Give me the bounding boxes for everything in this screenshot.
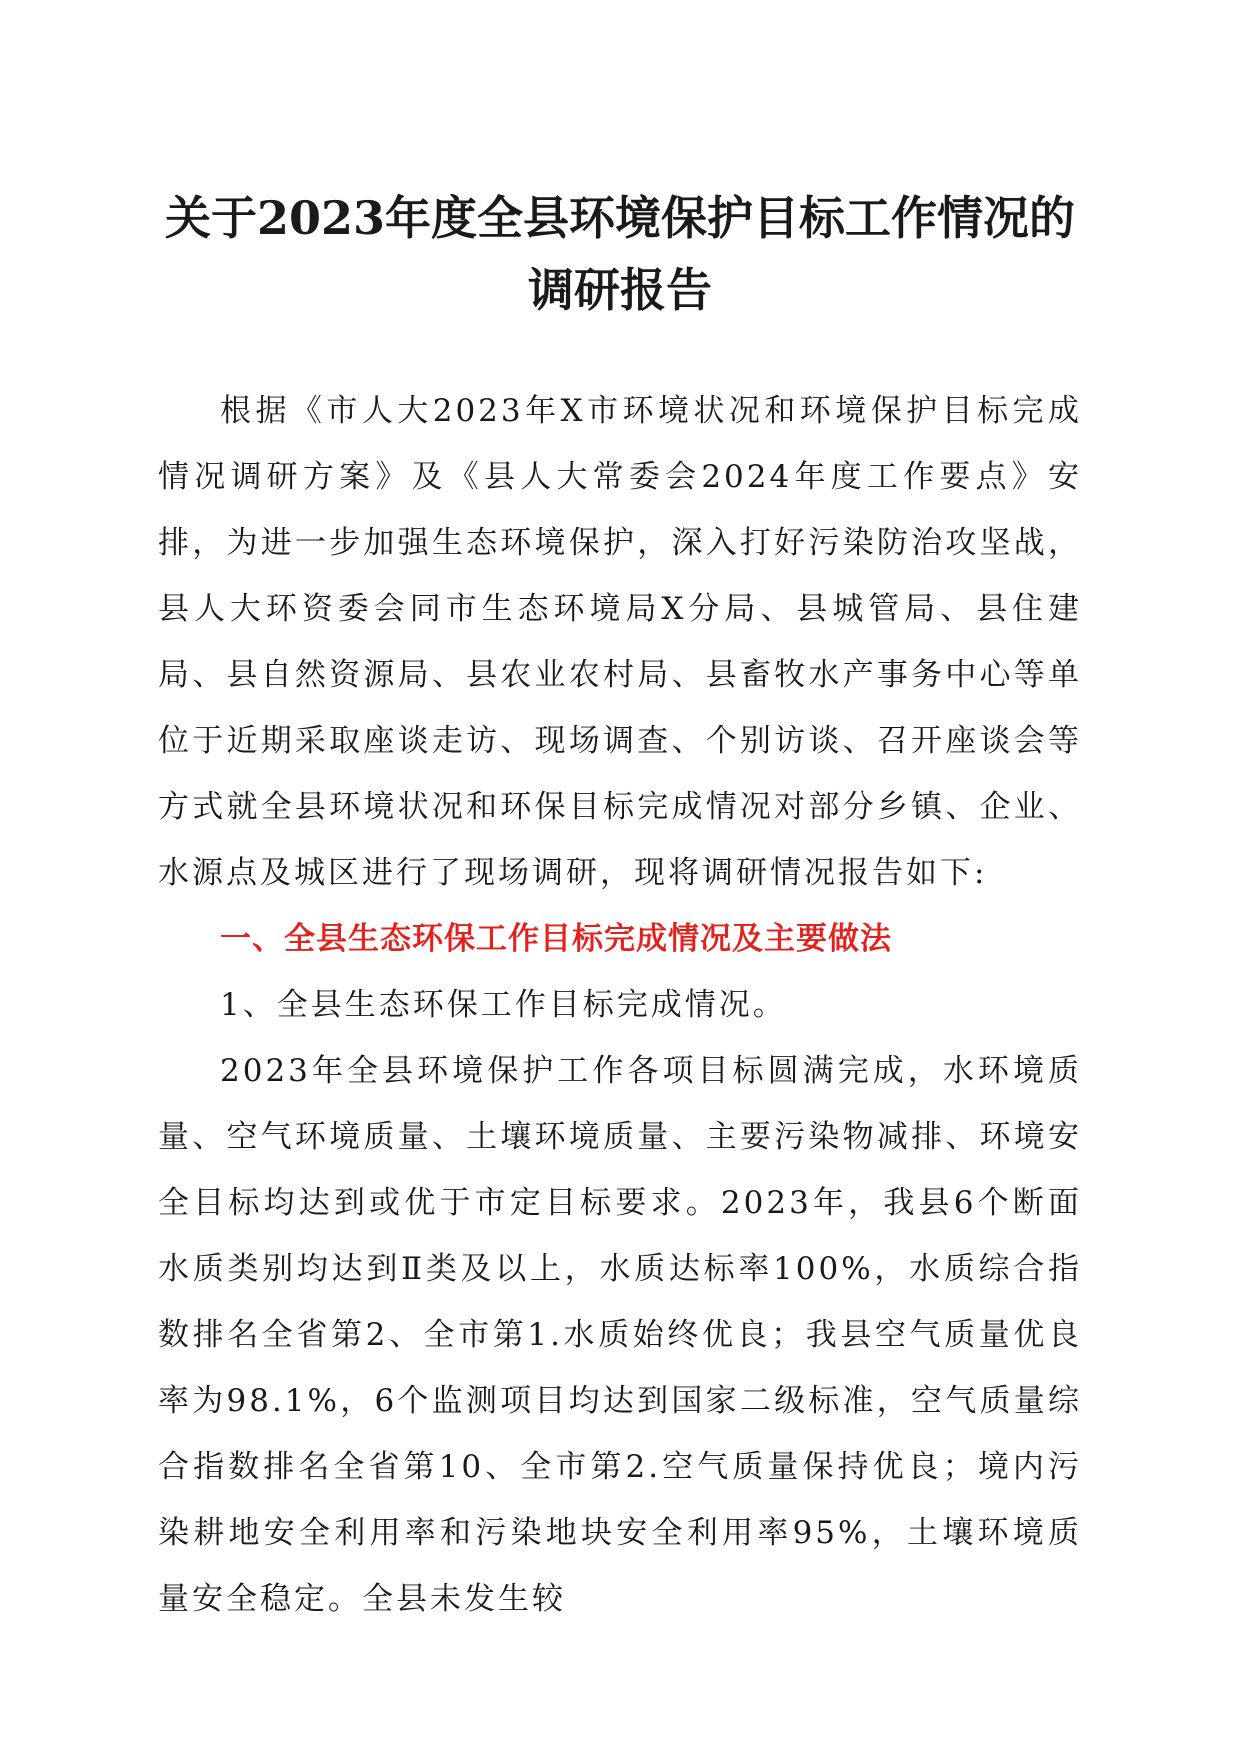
- body-paragraph: 2023年全县环境保护工作各项目标圆满完成，水环境质量、空气环境质量、土壤环境质量、主要污染物减排、环境安全目标均达到或优于市定目标要求。2023年，我县6个断面水质类别均达到Ⅱ类及以上，水质达标率100%，水质综合指数排名全省第2、全市第1.水质始终优良；我县空气质量优良率为98.1%，6个监测项目均达到国家二级标准，空气质量综合指数排名全省第10、全市第2.空气质量保持优良；境内污染耕地安全利用率和污染地块安全利用率95%，土壤环境质量安全稳定。全县未发生较: [158, 1053, 1082, 1617]
- subsection-heading: 1、全县生态环保工作目标完成情况。: [220, 987, 787, 1023]
- document-body: [158, 378, 1082, 1632]
- document-title: 关于2023年度全县环境保护目标工作情况的调研报告: [164, 191, 1076, 317]
- section-heading: 一、全县生态环保工作目标完成情况及主要做法: [220, 921, 892, 957]
- intro-paragraph: 根据《市人大2023年X市环境状况和环境保护目标完成情况调研方案》及《县人大常委会2024年度工作要点》安排，为进一步加强生态环境保护，深入打好污染防治攻坚战，县人大环资委会同市生态环境局X分局、县城管局、县住建局、县自然资源局、县农业农村局、县畜牧水产事务中心等单位于近期采取座谈走访、现场调查、个别访谈、召开座谈会等方式就全县环境状况和环保目标完成情况对部分乡镇、企业、水源点及城区进行了现场调研，现将调研情况报告如下:: [158, 393, 1082, 891]
